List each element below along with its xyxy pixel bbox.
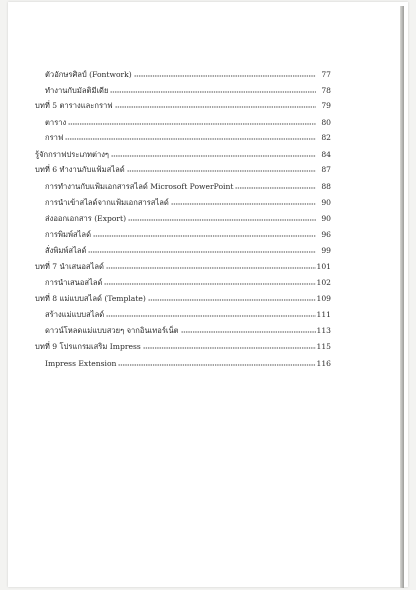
dot-leader bbox=[235, 186, 316, 190]
toc-entry bbox=[45, 306, 331, 320]
toc-chapter-entry bbox=[35, 97, 331, 111]
toc-entry bbox=[45, 242, 331, 256]
dot-leader bbox=[181, 330, 316, 334]
toc-entry-title: ตัวอักษรศิลป์ (Fontwork) bbox=[45, 70, 132, 79]
toc-entry bbox=[45, 322, 331, 336]
toc-entry bbox=[45, 129, 331, 143]
toc-entry-page: 101 bbox=[316, 262, 331, 271]
toc-entry bbox=[45, 66, 331, 80]
toc-entry-title: สร้างแม่แบบสไลด์ bbox=[45, 310, 105, 319]
dot-leader bbox=[106, 266, 316, 270]
toc-entry-page: 77 bbox=[321, 70, 331, 79]
toc-entry-title: Impress Extension bbox=[45, 359, 117, 368]
dot-leader bbox=[127, 169, 316, 173]
toc-entry-page: 99 bbox=[321, 246, 331, 255]
toc-entry bbox=[45, 226, 331, 240]
toc-entry-title: ทำงานกับมัลติมีเดีย bbox=[45, 86, 109, 95]
toc-entry-page: 88 bbox=[321, 182, 331, 191]
toc-chapter-entry bbox=[35, 258, 331, 272]
toc-entry-title: สั่งพิมพ์สไลด์ bbox=[45, 246, 87, 255]
toc-entry-title: การพิมพ์สไลด์ bbox=[45, 230, 91, 239]
toc-entry-title: บทที่ 7 นำเสนอสไลด์ bbox=[35, 262, 104, 271]
toc-entry-page: 79 bbox=[321, 101, 331, 110]
toc-entry-title: ดาวน์โหลดแม่แบบสวยๆ จากอินเทอร์เน็ต bbox=[45, 326, 179, 335]
toc-entry-page: 80 bbox=[321, 118, 331, 127]
dot-leader bbox=[65, 137, 316, 141]
toc-entry bbox=[45, 194, 331, 208]
toc-entry-title: การนำเข้าสไลด์จากแฟ้มเอกสารสไลด์ bbox=[45, 198, 169, 207]
dot-leader bbox=[106, 314, 315, 318]
dot-leader bbox=[111, 154, 316, 158]
dot-leader bbox=[118, 363, 315, 367]
toc-entry-page: 102 bbox=[316, 278, 331, 287]
toc-entry-page: 84 bbox=[321, 150, 331, 159]
toc-entry-page: 116 bbox=[316, 359, 331, 368]
dot-leader bbox=[93, 234, 316, 238]
dot-leader bbox=[148, 298, 316, 302]
toc-entry-page: 96 bbox=[321, 230, 331, 239]
toc-entry-title: บทที่ 5 ตารางและกราฟ bbox=[35, 101, 113, 110]
toc-entry bbox=[35, 146, 331, 160]
table-of-contents bbox=[8, 2, 408, 587]
dot-leader bbox=[143, 346, 316, 350]
toc-entry-title: การนำเสนอสไลด์ bbox=[45, 278, 103, 287]
dot-leader bbox=[88, 250, 316, 254]
toc-entry-title: ตาราง bbox=[45, 118, 67, 127]
toc-entry-title: การทำงานกับแฟ้มเอกสารสไลด์ Microsoft PowerPoint bbox=[45, 182, 234, 191]
toc-entry-page: 109 bbox=[316, 294, 331, 303]
toc-entry bbox=[45, 210, 331, 224]
toc-entry-page: 113 bbox=[316, 326, 331, 335]
toc-chapter-entry bbox=[35, 161, 331, 175]
toc-chapter-entry bbox=[35, 338, 331, 352]
dot-leader bbox=[134, 74, 316, 78]
toc-entry-title: ส่งออกเอกสาร (Export) bbox=[45, 214, 127, 223]
toc-entry-page: 111 bbox=[316, 310, 331, 319]
dot-leader bbox=[68, 122, 316, 126]
toc-chapter-entry bbox=[35, 290, 331, 304]
dot-leader bbox=[171, 202, 316, 206]
toc-entry-page: 90 bbox=[321, 214, 331, 223]
toc-entry-title: กราฟ bbox=[45, 133, 64, 142]
toc-entry-page: 78 bbox=[321, 86, 331, 95]
document-page bbox=[8, 2, 408, 587]
toc-entry bbox=[45, 82, 331, 96]
toc-entry-title: บทที่ 9 โปรแกรมเสริม Impress bbox=[35, 342, 141, 351]
toc-entry-page: 90 bbox=[321, 198, 331, 207]
toc-entry-title: บทที่ 8 แม่แบบสไลด์ (Template) bbox=[35, 294, 146, 303]
toc-entry-title: บทที่ 6 ทำงานกับแฟ้มสไลด์ bbox=[35, 165, 125, 174]
dot-leader bbox=[104, 282, 315, 286]
toc-entry bbox=[45, 178, 331, 192]
dot-leader bbox=[128, 218, 316, 222]
toc-entry bbox=[45, 355, 331, 369]
page-binding-edge bbox=[400, 6, 404, 588]
dot-leader bbox=[110, 90, 316, 94]
toc-entry-page: 87 bbox=[321, 165, 331, 174]
dot-leader bbox=[115, 105, 316, 109]
toc-entry-title: รู้จักกราฟประเภทต่างๆ bbox=[35, 150, 110, 159]
toc-entry bbox=[45, 274, 331, 288]
toc-entry bbox=[45, 114, 331, 128]
toc-entry-page: 115 bbox=[316, 342, 331, 351]
toc-entry-page: 82 bbox=[321, 133, 331, 142]
